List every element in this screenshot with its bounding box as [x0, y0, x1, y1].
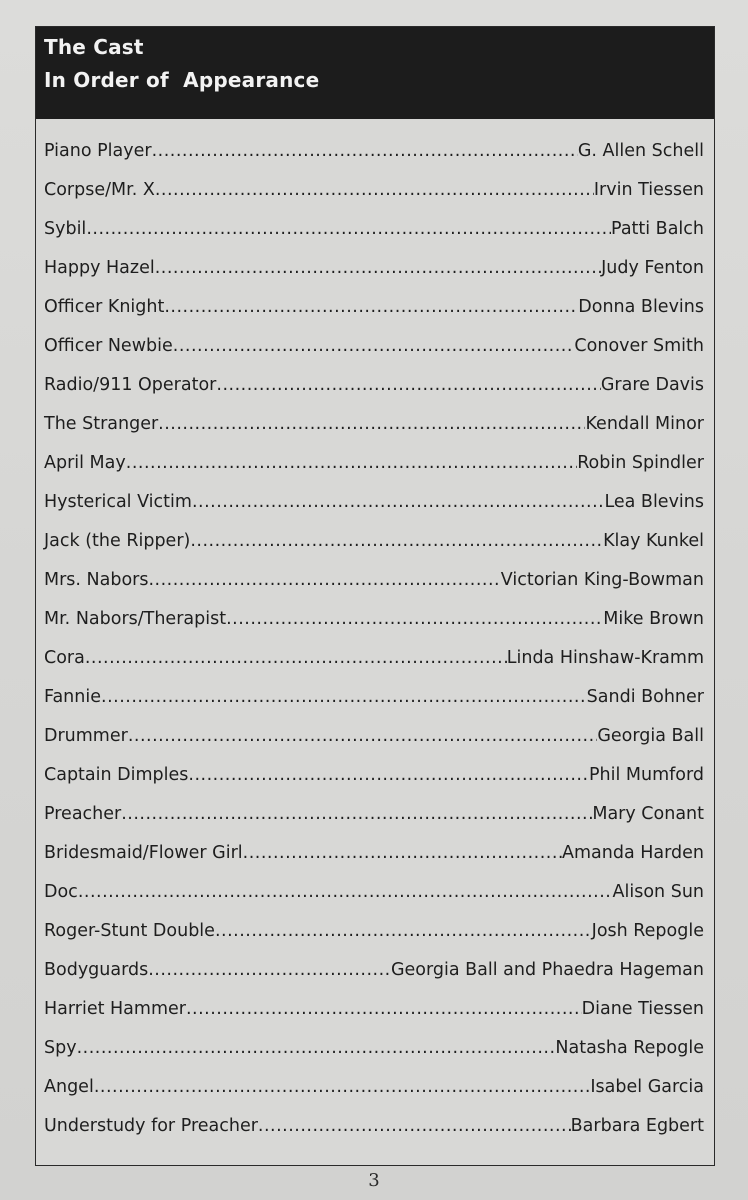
- cast-row: [44, 132, 704, 171]
- cast-role: April May: [44, 453, 126, 473]
- cast-actor: Phil Mumford: [588, 765, 704, 785]
- cast-row: [44, 171, 704, 210]
- cast-role: Understudy for Preacher: [44, 1116, 258, 1136]
- cast-row: [44, 873, 704, 912]
- cast-actor: Diane Tiessen: [581, 999, 704, 1019]
- cast-row: [44, 990, 704, 1029]
- cast-role: Fannie: [44, 687, 101, 707]
- cast-role: Captain Dimples: [44, 765, 189, 785]
- cast-row: [44, 756, 704, 795]
- dot-leader: [86, 210, 611, 249]
- dot-leader: [216, 366, 600, 405]
- dot-leader: [173, 327, 575, 366]
- cast-role: Piano Player: [44, 141, 152, 161]
- dot-leader: [85, 639, 507, 678]
- cast-row: [44, 1068, 704, 1107]
- cast-actor: Judy Fenton: [601, 258, 704, 278]
- dot-leader: [148, 951, 391, 990]
- dot-leader: [155, 249, 601, 288]
- cast-row: [44, 678, 704, 717]
- cast-row: [44, 1029, 704, 1068]
- dot-leader: [258, 1107, 571, 1146]
- dot-leader: [101, 678, 587, 717]
- cast-row: [44, 327, 704, 366]
- dot-leader: [77, 1029, 556, 1068]
- cast-actor: Kendall Minor: [585, 414, 704, 434]
- dot-leader: [152, 132, 578, 171]
- cast-role: Officer Knight: [44, 297, 165, 317]
- cast-actor: Victorian King-Bowman: [500, 570, 704, 590]
- cast-row: [44, 444, 704, 483]
- cast-row: [44, 639, 704, 678]
- cast-list: [44, 132, 704, 1146]
- cast-role: Bodyguards: [44, 960, 149, 980]
- cast-actor: Isabel Garcia: [590, 1077, 704, 1097]
- dot-leader: [188, 756, 589, 795]
- dot-leader: [126, 444, 577, 483]
- cast-row: [44, 405, 704, 444]
- cast-role: Roger-Stunt Double: [44, 921, 215, 941]
- cast-row: [44, 249, 704, 288]
- cast-actor: Linda Hinshaw-Kramm: [506, 648, 704, 668]
- cast-actor: Klay Kunkel: [603, 531, 704, 551]
- cast-role: Jack (the Ripper): [44, 531, 191, 551]
- cast-role: Bridesmaid/Flower Girl: [44, 843, 243, 863]
- cast-box: [35, 26, 715, 1166]
- cast-actor: Lea Blevins: [604, 492, 704, 512]
- dot-leader: [164, 288, 578, 327]
- cast-row: [44, 600, 704, 639]
- cast-actor: Josh Repogle: [591, 921, 704, 941]
- cast-row: [44, 522, 704, 561]
- cast-role: Drummer: [44, 726, 128, 746]
- cast-role: Mr. Nabors/Therapist: [44, 609, 227, 629]
- dot-leader: [158, 405, 585, 444]
- cast-row: [44, 366, 704, 405]
- cast-header: [36, 27, 714, 119]
- cast-role: Angel: [44, 1077, 94, 1097]
- cast-actor: Donna Blevins: [578, 297, 704, 317]
- cast-actor: Mary Conant: [592, 804, 704, 824]
- dot-leader: [148, 561, 500, 600]
- cast-role: Mrs. Nabors: [44, 570, 149, 590]
- cast-actor: Conover Smith: [574, 336, 704, 356]
- cast-row: [44, 912, 704, 951]
- cast-actor: Georgia Ball and Phaedra Hageman: [390, 960, 704, 980]
- cast-row: [44, 561, 704, 600]
- dot-leader: [215, 912, 592, 951]
- dot-leader: [192, 483, 605, 522]
- cast-actor: Irvin Tiessen: [593, 180, 704, 200]
- cast-role: Doc: [44, 882, 78, 902]
- dot-leader: [155, 171, 594, 210]
- cast-role: Radio/911 Operator: [44, 375, 217, 395]
- cast-role: Corpse/Mr. X: [44, 180, 155, 200]
- cast-actor: Alison Sun: [612, 882, 704, 902]
- cast-actor: Robin Spindler: [577, 453, 704, 473]
- cast-role: Officer Newbie: [44, 336, 173, 356]
- dot-leader: [121, 795, 592, 834]
- dot-leader: [78, 873, 613, 912]
- cast-actor: G. Allen Schell: [577, 141, 704, 161]
- cast-role: Hysterical Victim: [44, 492, 192, 512]
- cast-row: [44, 951, 704, 990]
- cast-role: Sybil: [44, 219, 87, 239]
- dot-leader: [186, 990, 582, 1029]
- cast-row: [44, 1107, 704, 1146]
- cast-actor: Barbara Egbert: [570, 1116, 704, 1136]
- cast-actor: Patti Balch: [611, 219, 704, 239]
- cast-role: Cora: [44, 648, 85, 668]
- cast-actor: Georgia Ball: [597, 726, 704, 746]
- cast-actor: Grare Davis: [600, 375, 704, 395]
- cast-actor: Natasha Repogle: [555, 1038, 704, 1058]
- cast-role: Harriet Hammer: [44, 999, 186, 1019]
- dot-leader: [128, 717, 598, 756]
- cast-role: Happy Hazel: [44, 258, 155, 278]
- dot-leader: [94, 1068, 591, 1107]
- cast-title: The Cast: [44, 35, 144, 59]
- cast-actor: Mike Brown: [603, 609, 704, 629]
- cast-subtitle: In Order of Appearance: [44, 68, 320, 92]
- cast-row: [44, 717, 704, 756]
- cast-row: [44, 834, 704, 873]
- cast-role: Preacher: [44, 804, 122, 824]
- dot-leader: [226, 600, 603, 639]
- cast-row: [44, 210, 704, 249]
- cast-role: Spy: [44, 1038, 77, 1058]
- cast-actor: Amanda Harden: [562, 843, 704, 863]
- cast-row: [44, 483, 704, 522]
- page-number: 3: [368, 1170, 380, 1191]
- cast-role: The Stranger: [44, 414, 159, 434]
- cast-row: [44, 795, 704, 834]
- dot-leader: [243, 834, 562, 873]
- cast-actor: Sandi Bohner: [586, 687, 704, 707]
- dot-leader: [190, 522, 603, 561]
- cast-row: [44, 288, 704, 327]
